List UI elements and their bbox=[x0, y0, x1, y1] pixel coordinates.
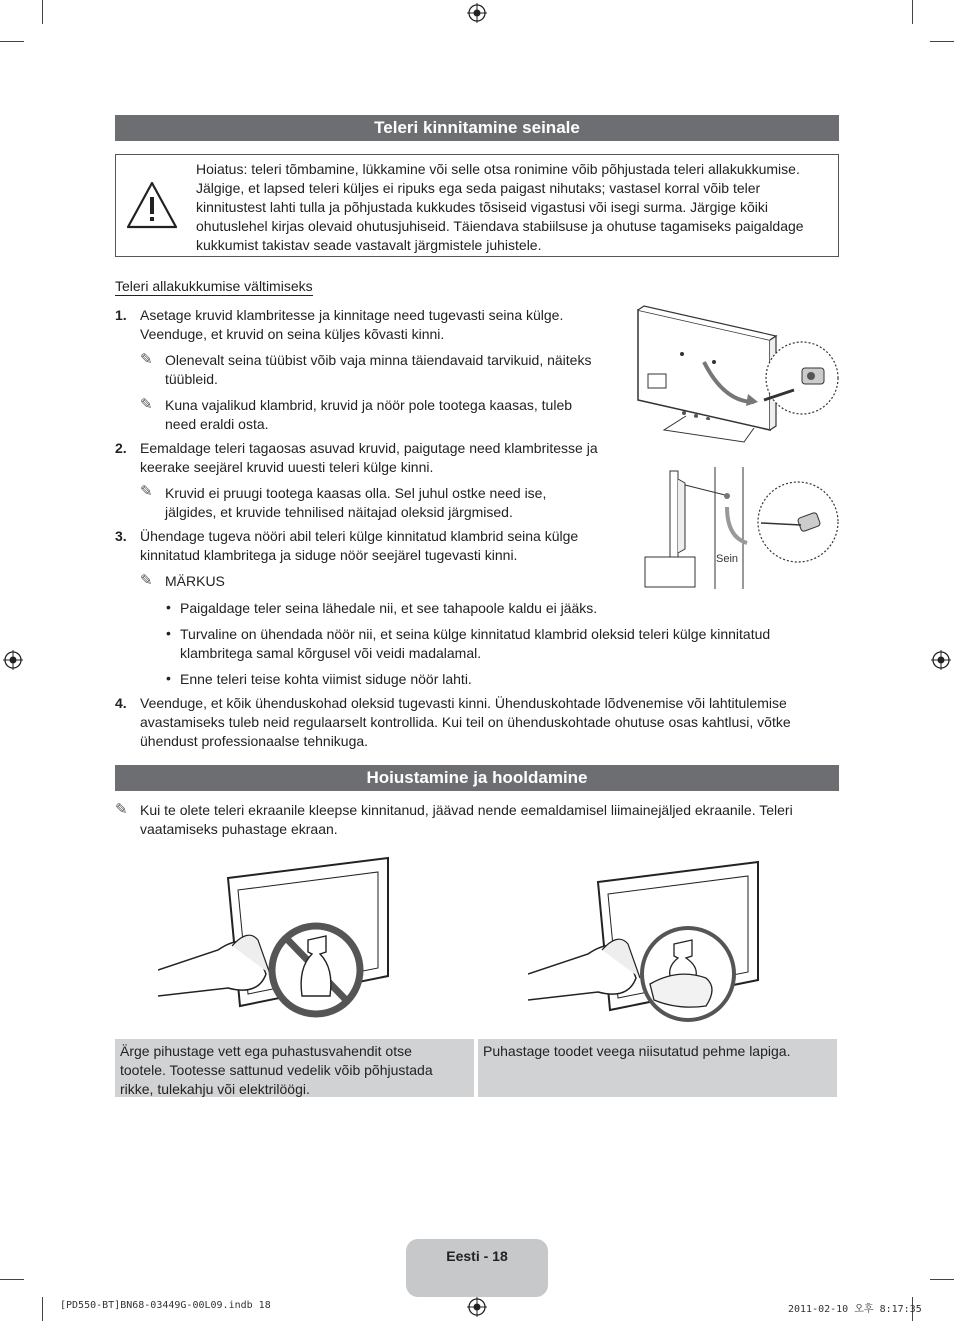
caption-line: rikke, tulekahju või elektrilöögi. bbox=[120, 1081, 310, 1097]
step-line: ühendust professionaalse tehnikuga. bbox=[140, 733, 369, 749]
print-file-info: [PD550-BT]BN68-03449G-00L09.indb 18 bbox=[60, 1300, 271, 1311]
crop-mark bbox=[930, 1279, 954, 1280]
step-number: 4. bbox=[115, 695, 127, 711]
step-line: keerake seejärel kruvid uuesti teleri külge kinni. bbox=[140, 459, 434, 475]
crop-mark bbox=[930, 41, 954, 42]
bullet-line: Paigaldage teler seina lähedale nii, et see tahapoole kaldu ei jääks. bbox=[180, 600, 598, 616]
step-line: Ühendage tugeva nööri abil teleri külge kinnitatud klambrid seina külge bbox=[140, 528, 579, 544]
section-title: Hoiustamine ja hooldamine bbox=[115, 765, 839, 791]
warning-triangle-icon bbox=[126, 180, 178, 230]
bullet-line: Turvaline on ühendada nöör nii, et seina külge kinnitatud klambrid oleksid teleri külge kinnitatud bbox=[180, 626, 771, 642]
step-line: Asetage kruvid klambritesse ja kinnitage need tugevasti seina külge. bbox=[140, 307, 564, 323]
note-line: Kui te olete teleri ekraanile kleepse kinnitanud, jäävad nende eemaldamisel liimainejäljed ekraanile. Teleri bbox=[140, 802, 793, 818]
caption-no-spray bbox=[115, 1039, 474, 1097]
warning-label: Hoiatus bbox=[196, 161, 244, 177]
step-line: kinnitatud klambritega ja siduge nöör seejärel tugevasti kinni. bbox=[140, 547, 518, 563]
note-line: Olenevalt seina tüübist võib vaja minna täiendavaid tarvikuid, näiteks bbox=[165, 352, 592, 368]
caption-line: Puhastage toodet veega niisutatud pehme lapiga. bbox=[483, 1043, 791, 1059]
crop-mark bbox=[0, 1279, 24, 1280]
step-line: Veenduge, et kruvid on seina küljes kõvasti kinni. bbox=[140, 326, 445, 342]
registration-mark-icon bbox=[467, 1297, 487, 1317]
warning-box bbox=[115, 154, 839, 257]
note-pencil-icon: ✎ bbox=[140, 351, 153, 368]
tv-back-bracket-illustration bbox=[634, 304, 840, 446]
step-number: 3. bbox=[115, 528, 127, 544]
crop-mark bbox=[42, 0, 43, 24]
tv-wall-side-illustration bbox=[643, 467, 840, 589]
step-line: Eemaldage teleri tagaosas asuvad kruvid, paigutage need klambritesse ja bbox=[140, 440, 598, 456]
subheading: Teleri allakukkumise vältimiseks bbox=[115, 278, 313, 294]
caption-damp-cloth bbox=[478, 1039, 837, 1097]
crop-mark bbox=[42, 1297, 43, 1321]
print-date-info: 2011-02-10 오후 8:17:35 bbox=[788, 1304, 922, 1315]
note-line: need eraldi osta. bbox=[165, 416, 269, 432]
step-line: avastamiseks tuleb neid regulaarselt kontrollida. Kui teil on ühenduskohtade ohutuse osas kahtlusi, võtke bbox=[140, 714, 791, 730]
warning-body: : teleri tõmbamine, lükkamine või selle otsa ronimine võib põhjustada teleri allakukkumise. Jälgige, et lapsed teleri küljes ei ripuks ega seda paigast nihutaks; vastasel korral võib teler kinnitustest lahti tulla ja põhjustada kukkudes tõsiseid vigastusi või isegi surma. Järgige kõiki ohutuslehel kirjas olevaid ohutusjuhiseid. Täiendava stabiilsuse ja ohutuse tagamiseks paigaldage kukkumist takistav seade vastavalt järgmistele juhistele. bbox=[196, 161, 804, 253]
warning-text bbox=[196, 160, 826, 255]
note-pencil-icon: ✎ bbox=[140, 396, 153, 413]
note-line: vaatamiseks puhastage ekraan. bbox=[140, 821, 338, 837]
registration-mark-icon bbox=[467, 3, 487, 23]
page-number-tab bbox=[406, 1239, 548, 1297]
bullet-dot: • bbox=[166, 625, 171, 641]
note-pencil-icon: ✎ bbox=[140, 483, 153, 500]
bullet-line: Enne teleri teise kohta viimist siduge nöör lahti. bbox=[180, 671, 472, 687]
page-number: Eesti - 18 bbox=[446, 1248, 508, 1264]
note-pencil-icon: ✎ bbox=[140, 572, 153, 589]
crop-mark bbox=[0, 41, 24, 42]
note-line: tüübleid. bbox=[165, 371, 218, 387]
bullet-line: klambritega samal kõrgusel või veidi madalamal. bbox=[180, 645, 482, 661]
note-line: Kruvid ei pruugi tootega kaasas olla. Sel juhul ostke need ise, bbox=[165, 485, 547, 501]
registration-mark-icon bbox=[931, 650, 951, 670]
caption-line: tootele. Tootesse sattunud vedelik võib põhjustada bbox=[120, 1062, 433, 1078]
step-number: 2. bbox=[115, 440, 127, 456]
bullet-dot: • bbox=[166, 670, 171, 686]
step-number: 1. bbox=[115, 307, 127, 323]
damp-cloth-illustration bbox=[528, 860, 764, 1024]
note-heading: MÄRKUS bbox=[165, 573, 225, 589]
bullet-dot: • bbox=[166, 599, 171, 615]
note-line: jälgides, et kruvide tehnilised näitajad oleksid järgmised. bbox=[165, 504, 513, 520]
wall-label: Sein bbox=[716, 553, 739, 565]
caption-line: Ärge pihustage vett ega puhastusvahendit otse bbox=[120, 1043, 412, 1059]
registration-mark-icon bbox=[3, 650, 23, 670]
no-spray-illustration bbox=[158, 856, 394, 1020]
step-line: Veenduge, et kõik ühenduskohad oleksid tugevasti kinni. Ühenduskohtade lõdvenemise või lahtitulemise bbox=[140, 695, 787, 711]
note-line: Kuna vajalikud klambrid, kruvid ja nöör pole tootega kaasas, tuleb bbox=[165, 397, 573, 413]
crop-mark bbox=[912, 0, 913, 24]
section-title: Teleri kinnitamine seinale bbox=[115, 115, 839, 141]
note-pencil-icon: ✎ bbox=[115, 801, 128, 818]
